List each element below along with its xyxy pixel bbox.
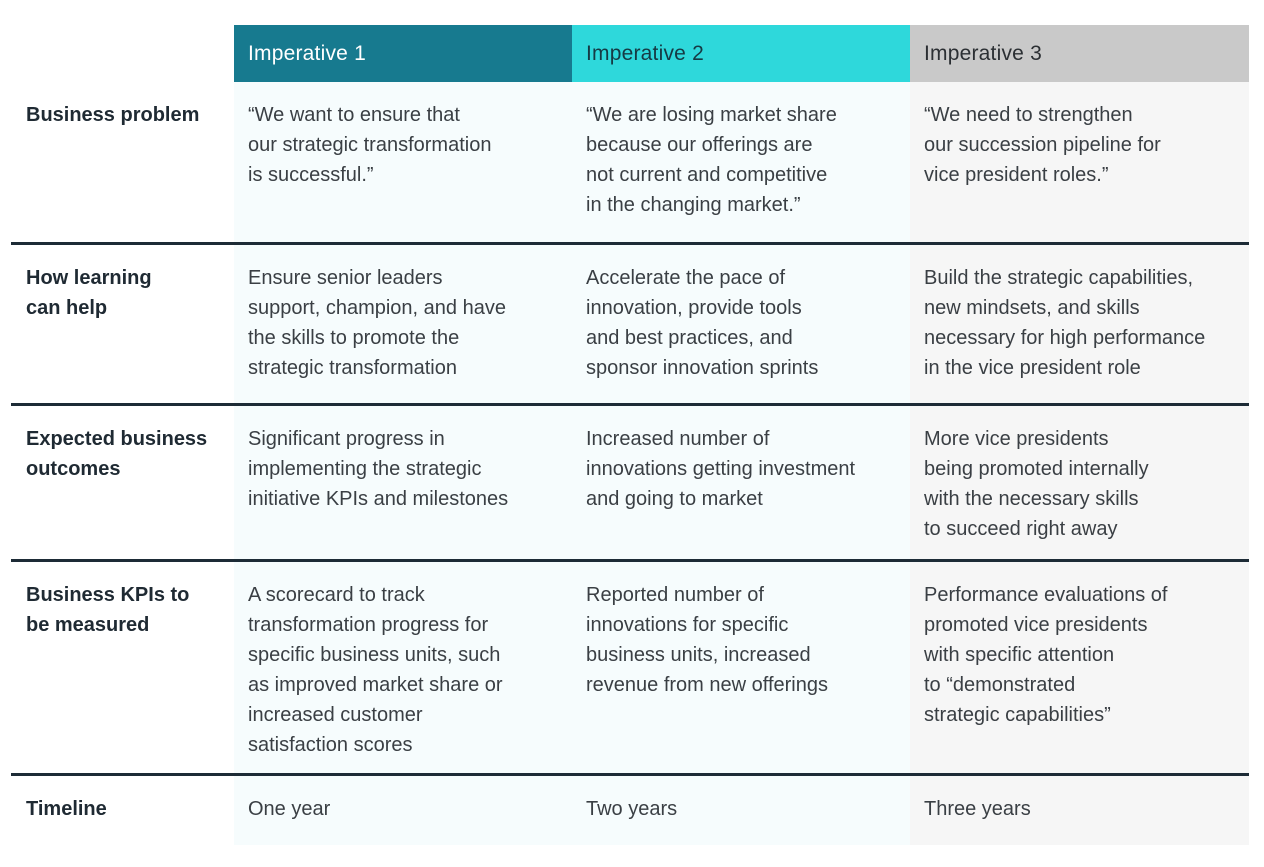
row-label-business-kpis: Business KPIs to be measured	[11, 559, 234, 773]
timeline-imperative-3: Three years	[910, 773, 1249, 845]
how-learning-can-help-imperative-2: Accelerate the pace of innovation, provide tools and best practices, and sponsor innovation sprints	[572, 242, 910, 403]
timeline-imperative-1: One year	[234, 773, 572, 845]
business-problem-imperative-1: “We want to ensure that our strategic transformation is successful.”	[234, 82, 572, 242]
business-kpis-imperative-1: A scorecard to track transformation progress for specific business units, such as improved market share or increased customer satisfaction scores	[234, 559, 572, 773]
expected-outcomes-imperative-1: Significant progress in implementing the strategic initiative KPIs and milestones	[234, 403, 572, 559]
how-learning-can-help-imperative-3: Build the strategic capabilities, new mindsets, and skills necessary for high performance in the vice president role	[910, 242, 1249, 403]
header-imperative-1: Imperative 1	[234, 25, 572, 82]
timeline-imperative-2: Two years	[572, 773, 910, 845]
row-label-expected-business-outcomes: Expected business outcomes	[11, 403, 234, 559]
header-imperative-3: Imperative 3	[910, 25, 1249, 82]
row-label-how-learning-can-help: How learning can help	[11, 242, 234, 403]
business-problem-imperative-3: “We need to strengthen our succession pipeline for vice president roles.”	[910, 82, 1249, 242]
header-corner	[11, 25, 234, 82]
business-problem-imperative-2: “We are losing market share because our offerings are not current and competitive in the changing market.”	[572, 82, 910, 242]
business-kpis-imperative-3: Performance evaluations of promoted vice presidents with specific attention to “demonstrated strategic capabilities”	[910, 559, 1249, 773]
row-label-timeline: Timeline	[11, 773, 234, 845]
header-imperative-2: Imperative 2	[572, 25, 910, 82]
imperatives-table	[11, 25, 1249, 845]
expected-outcomes-imperative-3: More vice presidents being promoted internally with the necessary skills to succeed right away	[910, 403, 1249, 559]
expected-outcomes-imperative-2: Increased number of innovations getting investment and going to market	[572, 403, 910, 559]
how-learning-can-help-imperative-1: Ensure senior leaders support, champion, and have the skills to promote the strategic transformation	[234, 242, 572, 403]
business-kpis-imperative-2: Reported number of innovations for specific business units, increased revenue from new offerings	[572, 559, 910, 773]
row-label-business-problem: Business problem	[11, 82, 234, 242]
